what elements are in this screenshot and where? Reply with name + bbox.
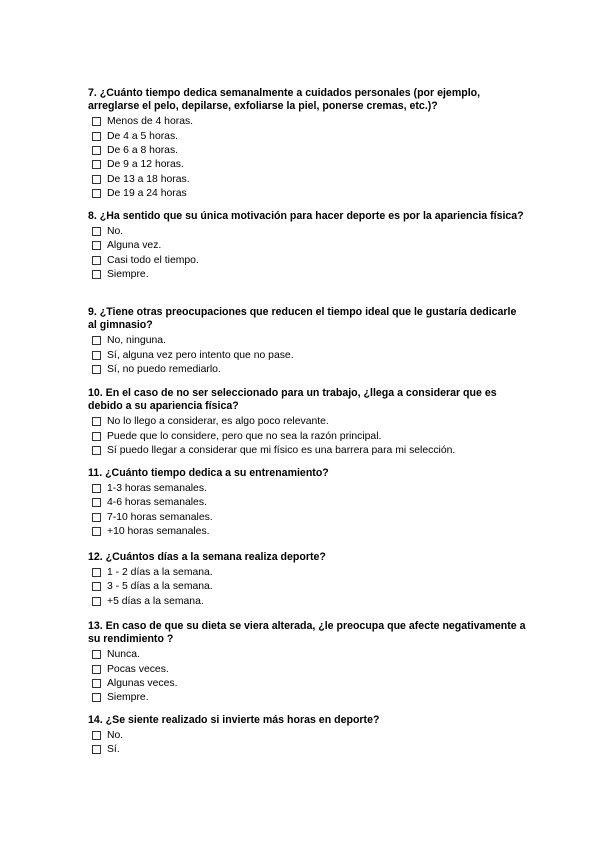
option-label: Sí.: [107, 744, 120, 756]
option-label: No, ninguna.: [107, 335, 166, 347]
checkbox-icon[interactable]: [92, 189, 101, 198]
checkbox-icon[interactable]: [92, 446, 101, 455]
option-label: Puede que lo considere, pero que no sea la razón principal.: [107, 430, 382, 442]
question-title: 9. ¿Tiene otras preocupaciones que reducen el tiempo ideal que le gustaría dedicarle al gimnasio?: [88, 306, 517, 332]
answer-option[interactable]: [92, 348, 528, 362]
checkbox-icon[interactable]: [92, 256, 101, 265]
answer-option[interactable]: [92, 648, 528, 662]
option-label: Pocas veces.: [107, 663, 169, 675]
answer-option[interactable]: [92, 115, 528, 129]
option-label: Menos de 4 horas.: [107, 116, 194, 128]
checkbox-icon[interactable]: [92, 146, 101, 155]
checkbox-icon[interactable]: [92, 175, 101, 184]
answer-option[interactable]: [92, 676, 528, 690]
question-title: 14. ¿Se siente realizado si invierte más horas en deporte?: [88, 714, 380, 726]
answer-option[interactable]: [92, 524, 528, 538]
checkbox-icon[interactable]: [92, 351, 101, 360]
checkbox-icon[interactable]: [92, 241, 101, 250]
checkbox-icon[interactable]: [92, 568, 101, 577]
checkbox-icon[interactable]: [92, 132, 101, 141]
checkbox-icon[interactable]: [92, 336, 101, 345]
option-label: De 4 a 5 horas.: [107, 130, 179, 142]
checkbox-icon[interactable]: [92, 650, 101, 659]
answer-option[interactable]: [92, 662, 528, 676]
option-label: Algunas veces.: [107, 678, 178, 690]
checkbox-icon[interactable]: [92, 498, 101, 507]
option-label: De 13 a 18 horas.: [107, 173, 190, 185]
answer-option[interactable]: [92, 728, 528, 742]
option-label: No.: [107, 225, 124, 237]
checkbox-icon[interactable]: [92, 513, 101, 522]
answer-option[interactable]: [92, 267, 528, 281]
option-label: 4-6 horas semanales.: [107, 497, 207, 509]
option-label: No lo llego a considerar, es algo poco relevante.: [107, 416, 329, 428]
option-label: +10 horas semanales.: [107, 526, 210, 538]
answer-option[interactable]: [92, 580, 528, 594]
answer-option[interactable]: [92, 253, 528, 267]
answer-option[interactable]: [92, 158, 528, 172]
answer-option[interactable]: [92, 129, 528, 143]
option-label: De 19 a 24 horas: [107, 188, 187, 200]
answer-option[interactable]: [92, 187, 528, 201]
checkbox-icon[interactable]: [92, 731, 101, 740]
answer-option[interactable]: [92, 224, 528, 238]
checkbox-icon[interactable]: [92, 432, 101, 441]
option-label: Sí puedo llegar a considerar que mi físico es una barrera para mi selección.: [107, 445, 456, 457]
question-title: 12. ¿Cuántos días a la semana realiza deporte?: [88, 551, 326, 563]
answer-option[interactable]: [92, 415, 528, 429]
checkbox-icon[interactable]: [92, 160, 101, 169]
checkbox-icon[interactable]: [92, 227, 101, 236]
option-label: +5 días a la semana.: [107, 595, 204, 607]
option-label: Alguna vez.: [107, 240, 162, 252]
answer-option[interactable]: [92, 481, 528, 495]
question-title: 7. ¿Cuánto tiempo dedica semanalmente a cuidados personales (por ejemplo, arreglarse el pelo, depilarse, exfoliarse la piel, ponerse cremas, etc.)?: [88, 87, 481, 113]
option-label: Casi todo el tiempo.: [107, 254, 199, 266]
option-label: Siempre.: [107, 269, 149, 281]
question-title: 13. En caso de que su dieta se viera alterada, ¿le preocupa que afecte negativamente a su rendimiento ?: [88, 620, 526, 646]
option-label: Nunca.: [107, 649, 140, 661]
checkbox-icon[interactable]: [92, 117, 101, 126]
answer-option[interactable]: [92, 334, 528, 348]
answer-option[interactable]: [92, 496, 528, 510]
checkbox-icon[interactable]: [92, 693, 101, 702]
question-title: 10. En el caso de no ser seleccionado para un trabajo, ¿llega a considerar que es debido a su apariencia física?: [88, 387, 497, 413]
option-label: 1 - 2 días a la semana.: [107, 566, 213, 578]
question-7: [88, 87, 528, 201]
checkbox-icon[interactable]: [92, 270, 101, 279]
answer-option[interactable]: [92, 362, 528, 376]
checkbox-icon[interactable]: [92, 597, 101, 606]
answer-option[interactable]: [92, 594, 528, 608]
checkbox-icon[interactable]: [92, 745, 101, 754]
option-label: De 6 a 8 horas.: [107, 145, 179, 157]
question-13: [88, 620, 528, 705]
checkbox-icon[interactable]: [92, 484, 101, 493]
question-8: [88, 210, 528, 282]
answer-option[interactable]: [92, 239, 528, 253]
checkbox-icon[interactable]: [92, 417, 101, 426]
checkbox-icon[interactable]: [92, 679, 101, 688]
option-label: Sí, alguna vez pero intento que no pase.: [107, 349, 294, 361]
option-label: 3 - 5 días a la semana.: [107, 581, 213, 593]
option-label: De 9 a 12 horas.: [107, 159, 184, 171]
option-label: 1-3 horas semanales.: [107, 482, 207, 494]
option-label: No.: [107, 729, 124, 741]
answer-option[interactable]: [92, 429, 528, 443]
question-12: [88, 551, 528, 608]
answer-option[interactable]: [92, 743, 528, 757]
question-11: [88, 467, 528, 539]
question-title: 8. ¿Ha sentido que su única motivación para hacer deporte es por la apariencia física?: [88, 210, 524, 222]
question-9: [88, 306, 528, 377]
answer-option[interactable]: [92, 691, 528, 705]
question-10: [88, 387, 528, 458]
answer-option[interactable]: [92, 565, 528, 579]
option-label: Siempre.: [107, 692, 149, 704]
checkbox-icon[interactable]: [92, 365, 101, 374]
answer-option[interactable]: [92, 443, 528, 457]
question-title: 11. ¿Cuánto tiempo dedica a su entrenamiento?: [88, 467, 329, 479]
question-14: [88, 714, 528, 757]
checkbox-icon[interactable]: [92, 582, 101, 591]
checkbox-icon[interactable]: [92, 527, 101, 536]
answer-option[interactable]: [92, 143, 528, 157]
answer-option[interactable]: [92, 172, 528, 186]
option-label: Sí, no puedo remediarlo.: [107, 364, 221, 376]
answer-option[interactable]: [92, 510, 528, 524]
checkbox-icon[interactable]: [92, 665, 101, 674]
option-label: 7-10 horas semanales.: [107, 511, 213, 523]
